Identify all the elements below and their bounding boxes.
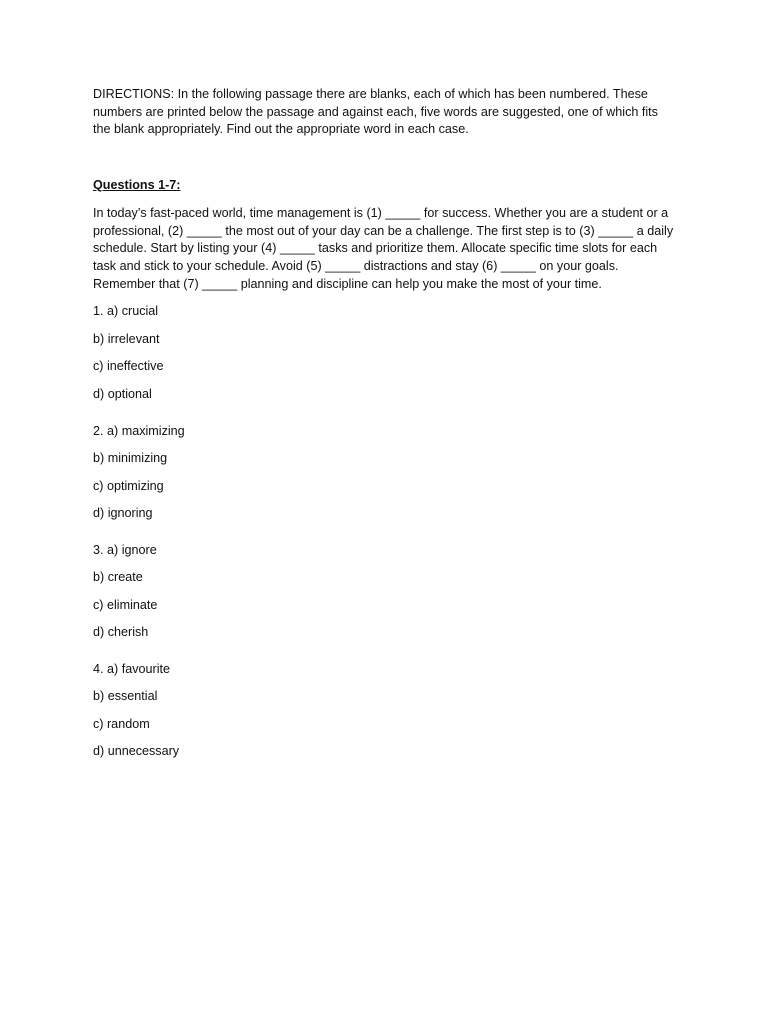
option-4d: d) unnecessary <box>93 744 180 759</box>
question-1 <box>93 303 678 403</box>
question-2 <box>93 423 678 523</box>
section-heading: Questions 1-7: <box>93 178 181 193</box>
option-4c: c) random <box>93 716 150 731</box>
option-3c: c) eliminate <box>93 597 158 612</box>
option-2d: d) ignoring <box>93 506 153 521</box>
option-1c: c) ineffective <box>93 359 164 374</box>
question-3 <box>93 542 678 642</box>
option-3d: d) cherish <box>93 625 149 640</box>
option-1a: 1. a) crucial <box>93 304 159 319</box>
option-2a: 2. a) maximizing <box>93 423 185 438</box>
option-1b: b) irrelevant <box>93 331 160 346</box>
option-3a: 3. a) ignore <box>93 542 157 557</box>
directions-text: DIRECTIONS: In the following passage there are blanks, each of which has been numbered. These numbers are printed below the passage and against each, five words are suggested, one of which fits the blank appropriately. Find out the appropriate word in each case. <box>93 87 658 137</box>
option-2c: c) optimizing <box>93 478 164 493</box>
passage-text: In today’s fast-paced world, time management is (1) _____ for success. Whether you are a student or a professional, (2) _____ the most out of your day can be a challenge. The first step is to (3) _____ a daily schedule. Start by listing your (4) _____ tasks and prioritize them. Allocate specific time slots for each task and stick to your schedule. Avoid (5) _____ distractions and stay (6) _____ on your goals. Remember that (7) _____ planning and discipline can help you make the most of your time. <box>93 205 674 291</box>
option-4a: 4. a) favourite <box>93 661 171 676</box>
question-4 <box>93 661 678 761</box>
option-2b: b) minimizing <box>93 451 168 466</box>
option-1d: d) optional <box>93 386 152 401</box>
option-4b: b) essential <box>93 689 158 704</box>
option-3b: b) create <box>93 570 143 585</box>
